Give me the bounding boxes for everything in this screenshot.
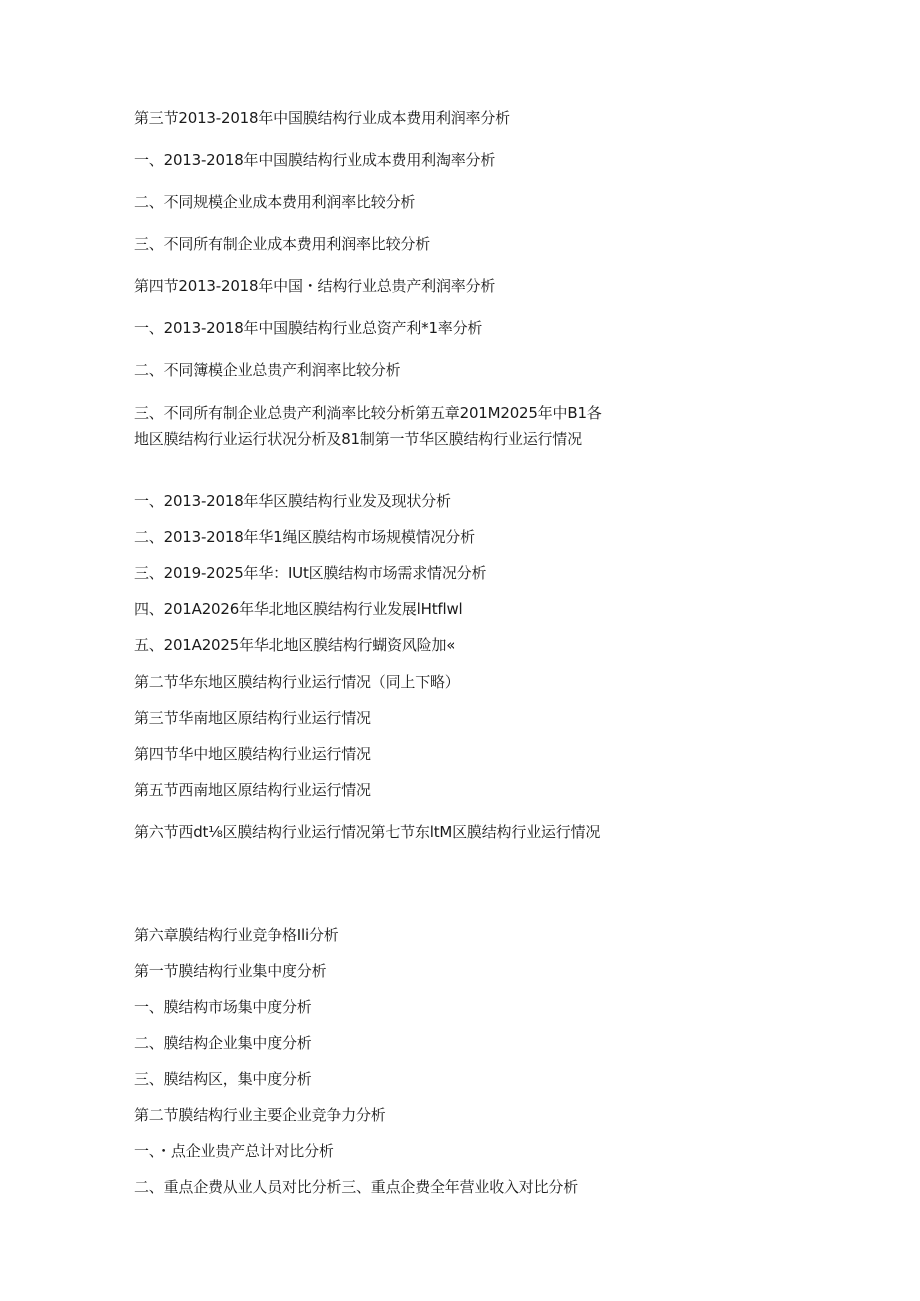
toc-line: 第六章膜结构行业竞争格Ili分析: [134, 926, 339, 944]
toc-line: 第六节西dt⅛区膜结构行业运行情况第七节东ltM区膜结构行业运行情况: [134, 823, 601, 841]
toc-line: 一、2013-2018年中国膜结构行业成本费用利淘率分析: [134, 151, 496, 169]
toc-line: 三、2019-2025年华：IUt区膜结构市场需求情况分析: [134, 564, 487, 582]
toc-line: 第四节华中地区膜结构行业运行情况: [134, 745, 371, 763]
toc-line: 五、201A2025年华北地区膜结构行蝴资风险加«: [134, 636, 456, 654]
toc-line: 第二节华东地区膜结构行业运行情况（同上下略）: [134, 673, 460, 691]
toc-line: 二、2013-2018年华1绳区膜结构市场规模情况分析: [134, 528, 475, 546]
toc-line: 三、不同所有制企业成本费用利润率比较分析: [134, 235, 431, 253]
toc-line: 一、2013-2018年华区膜结构行业发及现状分析: [134, 492, 451, 510]
toc-line: 二、重点企费从业人员对比分析三、重点企费全年营业收入对比分析: [134, 1178, 579, 1196]
toc-line: 一、2013-2018年中国膜结构行业总资产利*1率分析: [134, 319, 483, 337]
toc-line: 第三节华南地区原结构行业运行情况: [134, 709, 371, 727]
toc-line: 二、膜结构企业集中度分析: [134, 1034, 312, 1052]
toc-line: 四、201A2026年华北地区膜结构行业发展lHtflwl: [134, 600, 463, 618]
toc-line: 二、不同簿模企业总贵产利润率比较分析: [134, 361, 401, 379]
toc-line: 第五节西南地区原结构行业运行情况: [134, 781, 371, 799]
toc-line: 第一节膜结构行业集中度分析: [134, 962, 327, 980]
toc-line: 第四节2013-2018年中国・结构行业总贵产利润率分析: [134, 277, 496, 295]
toc-line: 一、膜结构市场集中度分析: [134, 998, 312, 1016]
toc-line: 三、不同所有制企业总贵产利淌率比较分析第五章201M2025年中B1各地区膜结构行业运行状况分析及81制第一节华区膜结构行业运行情况: [134, 404, 602, 448]
toc-line: 三、膜结构区，集中度分析: [134, 1070, 312, 1088]
toc-line: 一、・点企业贵产总计对比分析: [134, 1142, 334, 1160]
toc-line: 第三节2013-2018年中国膜结构行业成本费用利润率分析: [134, 109, 510, 127]
toc-line: 第二节膜结构行业主要企业竞争力分析: [134, 1106, 386, 1124]
toc-line: 二、不同规模企业成本费用利润率比较分析: [134, 193, 416, 211]
